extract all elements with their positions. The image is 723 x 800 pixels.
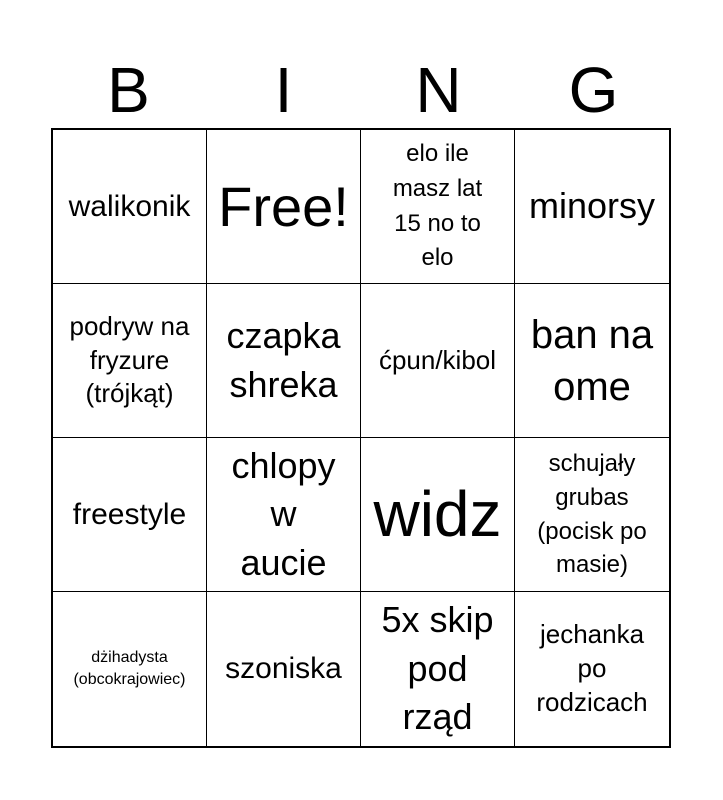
header-letter-i: I	[274, 54, 293, 126]
bingo-cell-text: freestyle	[72, 497, 187, 531]
bingo-cell[interactable]	[515, 592, 669, 746]
bingo-cell[interactable]	[207, 438, 361, 592]
bingo-cell-text: szoniska	[225, 652, 342, 686]
bingo-cell-text: czapka shreka	[226, 314, 341, 405]
bingo-cell-text: walikonik	[68, 189, 191, 223]
bingo-cell-text: minorsy	[528, 185, 656, 227]
bingo-cell[interactable]	[207, 284, 361, 438]
bingo-cell-text: jechanka po rodzicach	[536, 619, 648, 717]
bingo-board	[51, 128, 671, 748]
header-letter-b: B	[107, 54, 150, 126]
bingo-header	[51, 52, 671, 128]
bingo-cell[interactable]	[361, 438, 515, 592]
bingo-cell[interactable]	[361, 130, 515, 284]
bingo-cell[interactable]	[207, 592, 361, 746]
bingo-cell-text: podryw na fryzure (trójkąt)	[69, 310, 190, 409]
bingo-cell[interactable]	[361, 592, 515, 746]
header-letter-n: N	[415, 54, 462, 126]
bingo-cell[interactable]	[53, 592, 207, 746]
bingo-cell-text: chlopy w aucie	[231, 444, 336, 583]
bingo-cell-text: Free!	[218, 174, 349, 238]
bingo-cell[interactable]	[515, 438, 669, 592]
bingo-cell-text: 5x skip pod rząd	[381, 599, 494, 738]
bingo-cell-text: schujały grubas (pocisk po masie)	[537, 450, 647, 579]
bingo-cell[interactable]	[53, 438, 207, 592]
bingo-cell-text: ban na ome	[530, 312, 654, 409]
bingo-cell-free[interactable]	[207, 130, 361, 284]
bingo-cell[interactable]	[53, 284, 207, 438]
bingo-cell[interactable]	[515, 284, 669, 438]
bingo-cell[interactable]	[361, 284, 515, 438]
bingo-cell-text: ćpun/kibol	[378, 344, 497, 375]
bingo-cell-text: dżihadysta (obcokrajowiec)	[73, 648, 186, 688]
bingo-cell-text: elo ile masz lat 15 no to elo	[392, 139, 483, 272]
header-letter-g: G	[568, 54, 619, 126]
bingo-cell[interactable]	[53, 130, 207, 284]
bingo-cell[interactable]	[515, 130, 669, 284]
bingo-cell-text: widz	[373, 478, 502, 551]
